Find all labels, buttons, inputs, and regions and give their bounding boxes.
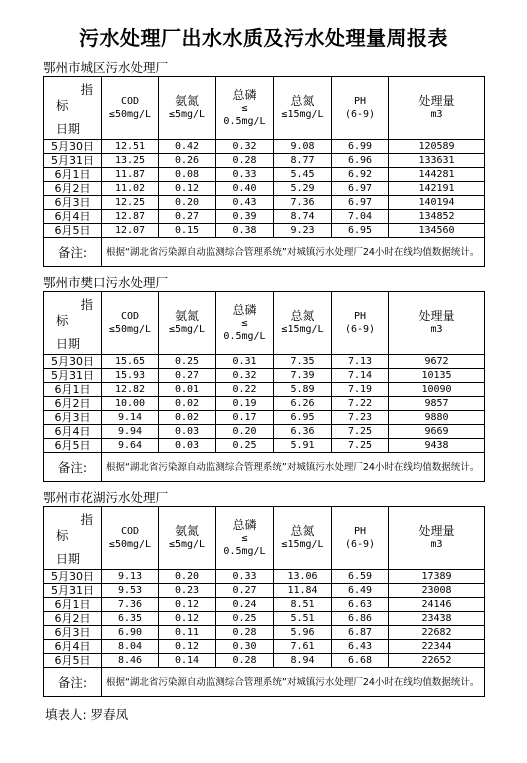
note-row <box>44 453 485 482</box>
cell-flow: 9880 <box>389 411 485 425</box>
cell-date: 6月1日 <box>44 598 102 612</box>
col-header-flow <box>389 507 485 570</box>
cell-flow: 144281 <box>389 168 485 182</box>
cell-tn: 6.36 <box>274 425 332 439</box>
flow-label: 处理量 <box>418 524 455 538</box>
col-header-tn <box>274 507 332 570</box>
corner-label-date: 日期 <box>56 337 81 351</box>
cell-ph: 6.92 <box>332 168 389 182</box>
cell-date: 5月30日 <box>44 355 102 369</box>
cell-nh3: 0.08 <box>159 168 216 182</box>
cell-cod: 9.94 <box>102 425 159 439</box>
header-row <box>44 292 485 355</box>
section-title: 鄂州市樊口污水处理厂 <box>43 275 169 290</box>
cell-cod: 12.07 <box>102 224 159 238</box>
cell-flow: 9672 <box>389 355 485 369</box>
cell-tp: 0.33 <box>216 570 274 584</box>
cell-cod: 11.87 <box>102 168 159 182</box>
cell-tp: 0.19 <box>216 397 274 411</box>
cell-tp: 0.40 <box>216 182 274 196</box>
nh3-limit: ≤5mg/L <box>168 109 206 120</box>
cell-tp: 0.32 <box>216 140 274 154</box>
cell-nh3: 0.12 <box>159 182 216 196</box>
col-header-tp <box>216 292 274 355</box>
cell-date: 6月2日 <box>44 182 102 196</box>
cell-tn: 5.45 <box>274 168 332 182</box>
table-row <box>44 369 485 383</box>
table-row <box>44 210 485 224</box>
cell-date: 5月31日 <box>44 369 102 383</box>
col-header-nh3 <box>159 77 216 140</box>
cell-flow: 10090 <box>389 383 485 397</box>
corner-header <box>44 77 102 140</box>
cell-cod: 8.46 <box>102 654 159 668</box>
cell-tp: 0.33 <box>216 168 274 182</box>
cell-date: 6月4日 <box>44 640 102 654</box>
cell-tn: 5.96 <box>274 626 332 640</box>
tp-limit: 0.5mg/L <box>223 115 266 127</box>
col-header-cod <box>102 292 159 355</box>
ph-limit: (6-9) <box>344 539 376 550</box>
ph-limit: (6-9) <box>344 324 376 335</box>
tp-label: 总磷 <box>232 87 257 102</box>
cell-flow: 9438 <box>389 439 485 453</box>
cell-tn: 5.89 <box>274 383 332 397</box>
cell-flow: 23008 <box>389 584 485 598</box>
cell-cod: 8.04 <box>102 640 159 654</box>
filled-by: 填表人: 罗春凤 <box>45 707 129 722</box>
table-row <box>44 355 485 369</box>
cell-tn: 5.91 <box>274 439 332 453</box>
cell-nh3: 0.20 <box>159 196 216 210</box>
cell-ph: 7.23 <box>332 411 389 425</box>
corner-label-mark: 标 <box>56 528 69 543</box>
cod-label: COD <box>120 526 140 537</box>
cell-nh3: 0.25 <box>159 355 216 369</box>
cell-flow: 120589 <box>389 140 485 154</box>
cell-tn: 6.95 <box>274 411 332 425</box>
cell-nh3: 0.12 <box>159 598 216 612</box>
tn-label: 总氮 <box>290 524 315 538</box>
cell-date: 5月31日 <box>44 154 102 168</box>
cell-cod: 7.36 <box>102 598 159 612</box>
section-huahu <box>43 490 484 697</box>
cod-limit: ≤50mg/L <box>108 109 152 120</box>
table-row <box>44 626 485 640</box>
cell-ph: 7.04 <box>332 210 389 224</box>
header-row <box>44 507 485 570</box>
table-row <box>44 154 485 168</box>
cell-ph: 6.95 <box>332 224 389 238</box>
cell-flow: 9857 <box>389 397 485 411</box>
col-header-tp <box>216 77 274 140</box>
corner-label-indicator: 指 <box>80 82 93 97</box>
cell-date: 6月1日 <box>44 383 102 397</box>
cell-cod: 9.14 <box>102 411 159 425</box>
cell-ph: 6.87 <box>332 626 389 640</box>
cell-date: 6月3日 <box>44 626 102 640</box>
col-header-tp <box>216 507 274 570</box>
corner-header <box>44 292 102 355</box>
cell-flow: 24146 <box>389 598 485 612</box>
cod-label: COD <box>120 96 140 107</box>
tp-sign: ≤ <box>241 317 248 329</box>
cell-ph: 6.96 <box>332 154 389 168</box>
cell-flow: 134560 <box>389 224 485 238</box>
corner-label-mark: 标 <box>56 313 69 328</box>
table-row <box>44 439 485 453</box>
col-header-nh3 <box>159 292 216 355</box>
cell-cod: 9.64 <box>102 439 159 453</box>
ph-label: PH <box>353 96 367 107</box>
cell-ph: 6.97 <box>332 182 389 196</box>
tp-sign: ≤ <box>241 532 248 544</box>
cell-tp: 0.31 <box>216 355 274 369</box>
cell-date: 6月1日 <box>44 168 102 182</box>
cell-flow: 23438 <box>389 612 485 626</box>
cell-date: 6月4日 <box>44 210 102 224</box>
section-fankou <box>43 275 484 482</box>
cell-date: 6月5日 <box>44 224 102 238</box>
cell-flow: 134852 <box>389 210 485 224</box>
cell-ph: 7.25 <box>332 439 389 453</box>
cell-tp: 0.25 <box>216 612 274 626</box>
cell-tn: 7.35 <box>274 355 332 369</box>
note-row <box>44 668 485 697</box>
corner-label-date: 日期 <box>56 552 81 566</box>
col-header-nh3 <box>159 507 216 570</box>
cell-tp: 0.17 <box>216 411 274 425</box>
section-title: 鄂州市城区污水处理厂 <box>43 60 169 75</box>
tn-limit: ≤15mg/L <box>281 109 324 120</box>
tp-sign: ≤ <box>241 102 248 114</box>
cell-tp: 0.32 <box>216 369 274 383</box>
note-label: 备注: <box>44 668 102 697</box>
note-text: 根据“湖北省污染源自动监测综合管理系统”对城镇污水处理厂24小时在线均值数据统计。 <box>102 668 485 697</box>
note-text: 根据“湖北省污染源自动监测综合管理系统”对城镇污水处理厂24小时在线均值数据统计。 <box>102 238 485 267</box>
ph-limit: (6-9) <box>344 109 376 120</box>
cell-nh3: 0.20 <box>159 570 216 584</box>
cell-ph: 6.63 <box>332 598 389 612</box>
table-row <box>44 570 485 584</box>
table-row <box>44 397 485 411</box>
cell-cod: 12.51 <box>102 140 159 154</box>
col-header-tn <box>274 292 332 355</box>
cell-date: 6月2日 <box>44 397 102 411</box>
nh3-limit: ≤5mg/L <box>168 324 206 335</box>
cell-tn: 6.26 <box>274 397 332 411</box>
cell-ph: 6.97 <box>332 196 389 210</box>
cell-flow: 22344 <box>389 640 485 654</box>
cell-tn: 9.23 <box>274 224 332 238</box>
cell-flow: 17389 <box>389 570 485 584</box>
table-row <box>44 140 485 154</box>
cell-tn: 5.51 <box>274 612 332 626</box>
corner-label-date: 日期 <box>56 122 81 136</box>
cell-nh3: 0.15 <box>159 224 216 238</box>
cell-nh3: 0.42 <box>159 140 216 154</box>
cell-tn: 8.51 <box>274 598 332 612</box>
corner-label-indicator: 指 <box>80 297 93 312</box>
cell-nh3: 0.14 <box>159 654 216 668</box>
cell-ph: 7.14 <box>332 369 389 383</box>
cell-cod: 13.25 <box>102 154 159 168</box>
table-row <box>44 383 485 397</box>
table-row <box>44 654 485 668</box>
cell-tp: 0.28 <box>216 654 274 668</box>
report-table <box>43 76 485 267</box>
page-title: 污水处理厂出水水质及污水处理量周报表 <box>79 26 448 50</box>
cell-date: 6月4日 <box>44 425 102 439</box>
cell-cod: 15.93 <box>102 369 159 383</box>
cell-nh3: 0.03 <box>159 439 216 453</box>
cell-flow: 22652 <box>389 654 485 668</box>
cell-cod: 12.82 <box>102 383 159 397</box>
col-header-ph <box>332 77 389 140</box>
cell-ph: 6.86 <box>332 612 389 626</box>
cell-date: 5月31日 <box>44 584 102 598</box>
corner-header <box>44 507 102 570</box>
cell-ph: 7.22 <box>332 397 389 411</box>
cod-limit: ≤50mg/L <box>108 539 152 550</box>
cell-cod: 11.02 <box>102 182 159 196</box>
cell-date: 6月2日 <box>44 612 102 626</box>
flow-unit: m3 <box>430 324 443 335</box>
report-table <box>43 291 485 482</box>
corner-label-indicator: 指 <box>80 512 93 527</box>
cell-ph: 6.43 <box>332 640 389 654</box>
cell-nh3: 0.01 <box>159 383 216 397</box>
flow-unit: m3 <box>430 109 443 120</box>
cell-tn: 8.77 <box>274 154 332 168</box>
cell-nh3: 0.02 <box>159 397 216 411</box>
table-row <box>44 182 485 196</box>
flow-label: 处理量 <box>418 94 455 108</box>
cell-ph: 6.59 <box>332 570 389 584</box>
col-header-cod <box>102 77 159 140</box>
cell-tp: 0.39 <box>216 210 274 224</box>
table-row <box>44 425 485 439</box>
cell-date: 6月5日 <box>44 439 102 453</box>
col-header-ph <box>332 507 389 570</box>
report-table <box>43 506 485 697</box>
cell-ph: 7.25 <box>332 425 389 439</box>
cell-tn: 8.74 <box>274 210 332 224</box>
cell-tp: 0.22 <box>216 383 274 397</box>
nh3-label: 氨氮 <box>174 309 199 323</box>
cell-nh3: 0.12 <box>159 640 216 654</box>
cell-tn: 8.94 <box>274 654 332 668</box>
cell-ph: 7.13 <box>332 355 389 369</box>
cell-tp: 0.27 <box>216 584 274 598</box>
tp-label: 总磷 <box>232 302 257 317</box>
cell-tn: 5.29 <box>274 182 332 196</box>
section-title: 鄂州市花湖污水处理厂 <box>43 490 169 505</box>
cell-tp: 0.20 <box>216 425 274 439</box>
cell-tn: 11.84 <box>274 584 332 598</box>
nh3-label: 氨氮 <box>174 524 199 538</box>
cell-cod: 6.35 <box>102 612 159 626</box>
note-label: 备注: <box>44 238 102 267</box>
tn-limit: ≤15mg/L <box>281 324 324 335</box>
header-row <box>44 77 485 140</box>
tn-limit: ≤15mg/L <box>281 539 324 550</box>
cell-flow: 142191 <box>389 182 485 196</box>
table-row <box>44 224 485 238</box>
tn-label: 总氮 <box>290 94 315 108</box>
nh3-label: 氨氮 <box>174 94 199 108</box>
cell-flow: 9669 <box>389 425 485 439</box>
note-text: 根据“湖北省污染源自动监测综合管理系统”对城镇污水处理厂24小时在线均值数据统计。 <box>102 453 485 482</box>
note-row <box>44 238 485 267</box>
tp-label: 总磷 <box>232 517 257 532</box>
cell-cod: 6.90 <box>102 626 159 640</box>
cell-date: 5月30日 <box>44 570 102 584</box>
cell-cod: 9.53 <box>102 584 159 598</box>
col-header-cod <box>102 507 159 570</box>
col-header-flow <box>389 292 485 355</box>
cell-cod: 9.13 <box>102 570 159 584</box>
cell-tn: 13.06 <box>274 570 332 584</box>
ph-label: PH <box>353 311 367 322</box>
cell-cod: 15.65 <box>102 355 159 369</box>
cell-tn: 7.61 <box>274 640 332 654</box>
table-row <box>44 598 485 612</box>
table-row <box>44 640 485 654</box>
cell-tn: 7.39 <box>274 369 332 383</box>
ph-label: PH <box>353 526 367 537</box>
cell-date: 6月5日 <box>44 654 102 668</box>
cell-tp: 0.30 <box>216 640 274 654</box>
cell-nh3: 0.11 <box>159 626 216 640</box>
col-header-tn <box>274 77 332 140</box>
cell-ph: 7.19 <box>332 383 389 397</box>
cell-ph: 6.68 <box>332 654 389 668</box>
cell-cod: 10.00 <box>102 397 159 411</box>
table-row <box>44 411 485 425</box>
cell-tp: 0.24 <box>216 598 274 612</box>
table-row <box>44 584 485 598</box>
tp-limit: 0.5mg/L <box>223 545 266 557</box>
corner-label-mark: 标 <box>56 98 69 113</box>
tn-label: 总氮 <box>290 309 315 323</box>
cell-flow: 10135 <box>389 369 485 383</box>
cell-date: 6月3日 <box>44 411 102 425</box>
table-row <box>44 612 485 626</box>
cell-tn: 9.08 <box>274 140 332 154</box>
cell-cod: 12.87 <box>102 210 159 224</box>
cod-label: COD <box>120 311 140 322</box>
cell-nh3: 0.02 <box>159 411 216 425</box>
cell-ph: 6.49 <box>332 584 389 598</box>
cell-cod: 12.25 <box>102 196 159 210</box>
cell-flow: 22682 <box>389 626 485 640</box>
cell-flow: 140194 <box>389 196 485 210</box>
cell-date: 5月30日 <box>44 140 102 154</box>
cell-nh3: 0.03 <box>159 425 216 439</box>
table-row <box>44 168 485 182</box>
cell-tp: 0.38 <box>216 224 274 238</box>
col-header-flow <box>389 77 485 140</box>
cell-nh3: 0.27 <box>159 369 216 383</box>
cell-nh3: 0.26 <box>159 154 216 168</box>
cell-tp: 0.25 <box>216 439 274 453</box>
cell-nh3: 0.27 <box>159 210 216 224</box>
flow-label: 处理量 <box>418 309 455 323</box>
cell-tp: 0.28 <box>216 626 274 640</box>
cell-tp: 0.43 <box>216 196 274 210</box>
cell-nh3: 0.23 <box>159 584 216 598</box>
table-row <box>44 196 485 210</box>
cod-limit: ≤50mg/L <box>108 324 152 335</box>
flow-unit: m3 <box>430 539 443 550</box>
cell-date: 6月3日 <box>44 196 102 210</box>
col-header-ph <box>332 292 389 355</box>
section-chengqu <box>43 60 484 267</box>
cell-flow: 133631 <box>389 154 485 168</box>
cell-tn: 7.36 <box>274 196 332 210</box>
cell-nh3: 0.12 <box>159 612 216 626</box>
note-label: 备注: <box>44 453 102 482</box>
cell-tp: 0.28 <box>216 154 274 168</box>
nh3-limit: ≤5mg/L <box>168 539 206 550</box>
tp-limit: 0.5mg/L <box>223 330 266 342</box>
cell-ph: 6.99 <box>332 140 389 154</box>
